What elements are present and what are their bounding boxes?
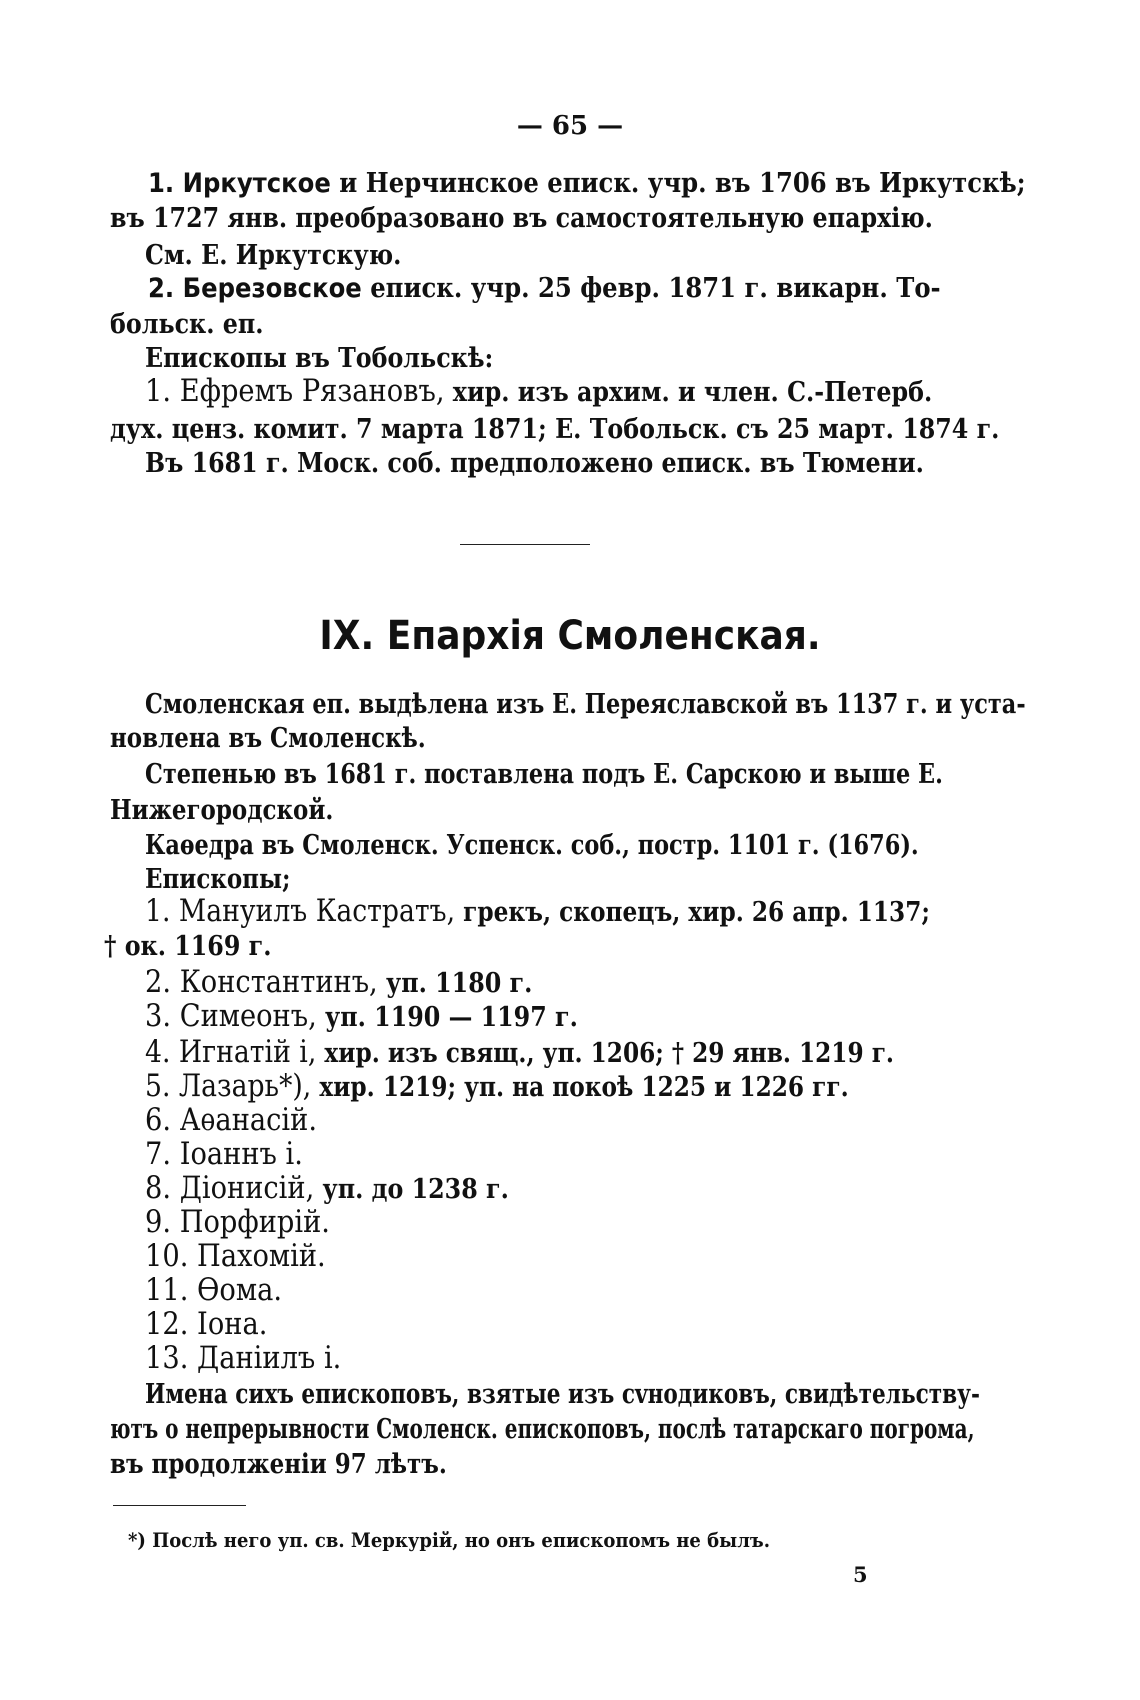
list-item-name: 2. Константинъ, <box>145 964 378 1000</box>
list-item <box>145 1206 330 1240</box>
list-item-text: уп. 1190 — 1197 г. <box>316 1002 578 1033</box>
list-item <box>145 1070 849 1104</box>
closing-line1: Имена сихъ епископовъ, взятые изъ сvнодиковъ, свидѣтельству- <box>145 1379 980 1410</box>
closing-line3: въ продолженіи 97 лѣтъ. <box>110 1449 447 1480</box>
item-berezov <box>148 272 941 305</box>
list-item-name: 3. Симеонъ, <box>145 998 317 1034</box>
para1-line1: Смоленская еп. выдѣлена изъ Е. Переяславской въ 1137 г. и уста- <box>145 689 1026 720</box>
list-item-name: 7. Іоаннъ i. <box>145 1136 303 1172</box>
item-berezov-line2: больск. еп. <box>110 309 264 340</box>
list-item-text: хир. 1219; уп. на покоѣ 1225 и 1226 гг. <box>311 1072 849 1103</box>
list-item-name: 1. Мануилъ Кастратъ, <box>145 893 456 929</box>
list-item <box>145 1138 303 1172</box>
para2-line1: Степенью въ 1681 г. поставлена подъ Е. Сарскою и выше Е. <box>145 759 943 790</box>
list-item-name: 8. Діонисій, <box>145 1170 315 1206</box>
item-irkutsk-line3: См. Е. Иркутскую. <box>145 240 402 271</box>
list-item-text: хир. изъ свящ., уп. 1206; † 29 янв. 1219 г. <box>316 1038 895 1069</box>
list-item-name: 6. Аѳанасій. <box>145 1102 317 1138</box>
list-item-name: 5. Лазарь*), <box>145 1068 312 1104</box>
tobolsk-bishop-1-text: хир. изъ архим. и член. С.-Петерб. <box>444 377 933 408</box>
footnote-rule <box>113 1505 246 1506</box>
item-irkutsk-line2: въ 1727 янв. преобразовано въ самостоятельную епархію. <box>110 203 933 234</box>
section-divider <box>460 544 590 545</box>
item-irkutsk-number: 1. <box>148 168 175 199</box>
list-item <box>145 895 930 929</box>
item-irkutsk <box>148 167 1026 200</box>
item-irkutsk-text: и Нерчинское еписк. учр. въ 1706 въ Иркутскѣ; <box>330 168 1026 199</box>
list-item <box>145 1036 894 1070</box>
tobolsk-bishop-1-line2: дух. ценз. комит. 7 марта 1871; Е. Тобольск. съ 25 март. 1874 г. <box>110 414 1000 445</box>
item-berezov-heading: Березовское <box>182 273 362 304</box>
list-item-name: 10. Пахомій. <box>145 1238 326 1274</box>
list-item <box>145 1104 317 1138</box>
tyumen-note: Въ 1681 г. Моск. соб. предположено еписк. въ Тюмени. <box>145 448 924 479</box>
tobolsk-bishop-1 <box>145 375 932 409</box>
list-item <box>145 1342 341 1376</box>
list-item-1-line2: † ок. 1169 г. <box>104 931 272 962</box>
list-item <box>145 1274 282 1308</box>
para3: Каѳедра въ Смоленск. Успенск. соб., постр. 1101 г. (1676). <box>145 830 919 861</box>
list-item-name: 12. Іона. <box>145 1306 268 1342</box>
para1-line2: новлена въ Смоленскѣ. <box>110 723 426 754</box>
list-item <box>145 1308 267 1342</box>
para2-line2: Нижегородской. <box>110 795 334 826</box>
closing-line2: ютъ о непрерывности Смоленск. епископовъ, послѣ татарскаго погрома, <box>110 1414 975 1445</box>
list-item <box>145 1240 326 1274</box>
list-item-name: 4. Игнатій i, <box>145 1034 317 1070</box>
list-item-text: уп. 1180 г. <box>377 968 533 999</box>
item-irkutsk-heading: Иркутское <box>182 168 331 199</box>
list-item-text: уп. до 1238 г. <box>314 1174 509 1205</box>
smolensk-bishops-label: Епископы; <box>145 864 291 895</box>
footnote: *) Послѣ него уп. св. Меркурій, но онъ епископомъ не былъ. <box>128 1528 770 1552</box>
item-berezov-number: 2. <box>148 273 175 304</box>
list-item <box>145 1000 578 1034</box>
list-item-text: грекъ, скопецъ, хир. 26 апр. 1137; <box>455 897 930 928</box>
signature-mark: 5 <box>853 1562 868 1587</box>
item-berezov-text: еписк. учр. 25 февр. 1871 г. викарн. То- <box>361 273 941 304</box>
tobolsk-bishops-label: Епископы въ Тобольскѣ: <box>145 343 494 374</box>
list-item <box>145 1172 509 1206</box>
list-item <box>145 966 532 1000</box>
list-item-name: 11. Ѳома. <box>145 1272 283 1308</box>
tobolsk-bishop-1-name: 1. Ефремъ Рязановъ, <box>145 373 445 409</box>
section-title: IX. Епархія Смоленская. <box>319 613 821 659</box>
list-item-name: 9. Порфирій. <box>145 1204 330 1240</box>
page-number: — 65 — <box>516 111 624 141</box>
list-item-name: 13. Даніилъ i. <box>145 1340 342 1376</box>
